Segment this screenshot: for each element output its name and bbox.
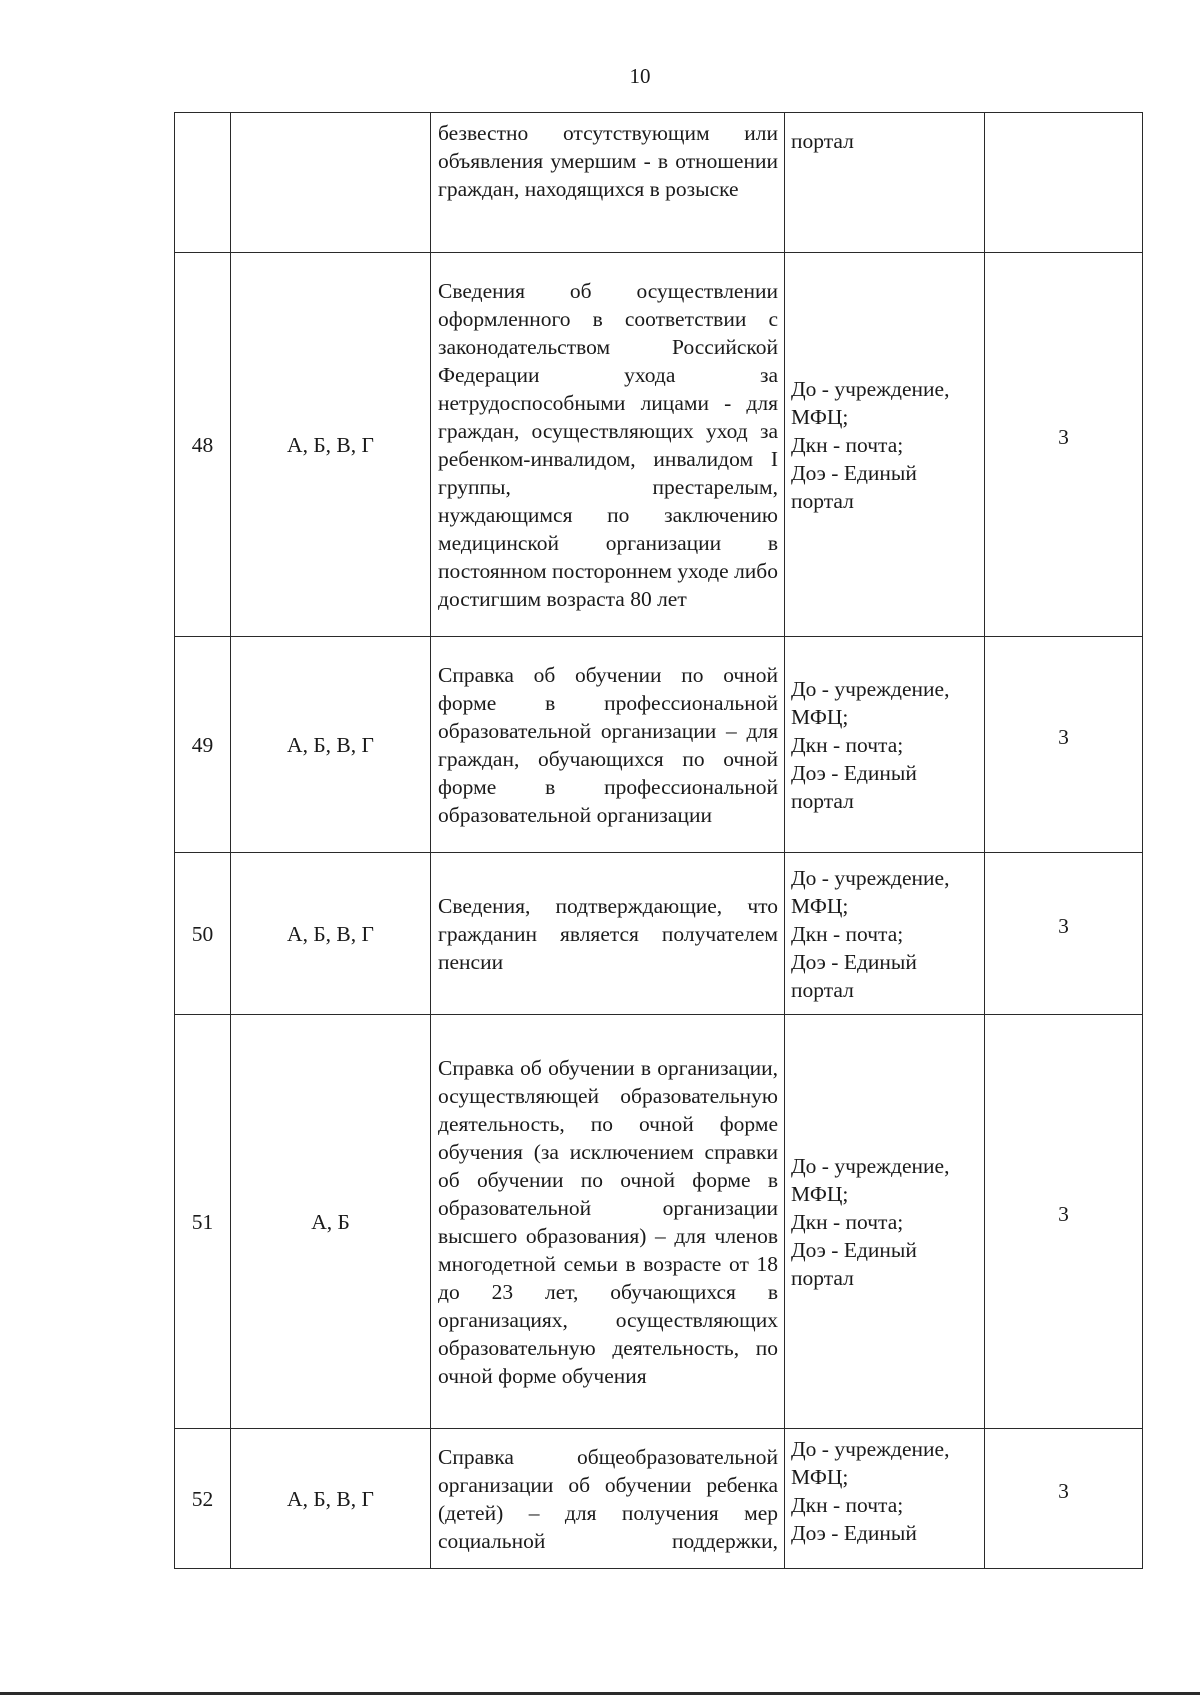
row-groups: А, Б, В, Г	[231, 853, 431, 1015]
way-line: портал	[791, 129, 854, 153]
row-term	[985, 113, 1143, 253]
way-line: Дкн - почта;	[791, 1493, 904, 1517]
row-groups: А, Б, В, Г	[231, 637, 431, 853]
row-term	[985, 1429, 1143, 1569]
way-line: портал	[791, 1265, 854, 1290]
row-number	[175, 113, 231, 253]
way-line: МФЦ;	[791, 404, 849, 429]
way-line: МФЦ;	[791, 1181, 849, 1206]
term-value: 3	[1058, 724, 1069, 749]
way-line: Доэ - Единый	[791, 949, 917, 974]
way-line: Доэ - Единый	[791, 460, 917, 485]
table-row	[175, 1015, 1143, 1429]
row-groups: А, Б, В, Г	[231, 1429, 431, 1569]
row-number: 49	[175, 637, 231, 853]
term-value: 3	[1058, 913, 1069, 938]
row-groups: А, Б	[231, 1015, 431, 1429]
row-document: Справка общеобразовательной организации об обучении ребенка (детей) – для получения мер социальной поддержки,	[431, 1429, 785, 1569]
row-number: 48	[175, 253, 231, 637]
row-document: Сведения, подтверждающие, что гражданин является получателем пенсии	[431, 853, 785, 1015]
scan-edge-rule	[0, 1692, 1200, 1695]
way-line: Дкн - почта;	[791, 432, 904, 457]
row-submission-way	[785, 1015, 985, 1429]
way-line: портал	[791, 788, 854, 813]
way-line: Дкн - почта;	[791, 921, 904, 946]
row-groups: А, Б, В, Г	[231, 253, 431, 637]
row-submission-way	[785, 637, 985, 853]
way-line: До - учреждение,	[791, 676, 950, 701]
row-number: 50	[175, 853, 231, 1015]
way-line: До - учреждение,	[791, 376, 950, 401]
term-value: 3	[1058, 1478, 1069, 1503]
row-number: 52	[175, 1429, 231, 1569]
way-line: До - учреждение,	[791, 865, 950, 890]
way-line: До - учреждение,	[791, 1153, 950, 1178]
table-row	[175, 1429, 1143, 1569]
way-line: МФЦ;	[791, 893, 849, 918]
way-line: До - учреждение,	[791, 1437, 950, 1461]
term-value: 3	[1058, 1201, 1069, 1226]
page-number: 10	[629, 64, 651, 88]
way-line: МФЦ;	[791, 1465, 849, 1489]
row-document: Справка об обучении по очной форме в профессиональной образовательной организации – для граждан, обучающихся по очной форме в профессиональной образовательной организации	[431, 637, 785, 853]
way-line: Доэ - Единый	[791, 1237, 917, 1262]
row-submission-way	[785, 253, 985, 637]
term-value: 3	[1058, 424, 1069, 449]
row-document: Сведения об осуществлении оформленного в соответствии с законодательством Российской Федерации ухода за нетрудоспособными лицами - для граждан, осуществляющих уход за ребенком-инвалидом, инвалидом I группы, престарелым, нуждающимся по заключению медицинской организации в постоянном постороннем уходе либо достигшим возраста 80 лет	[431, 253, 785, 637]
row-groups	[231, 113, 431, 253]
row-submission-way	[785, 113, 985, 253]
documents-table	[174, 112, 1143, 1569]
way-line: Доэ - Единый	[791, 760, 917, 785]
way-line: Дкн - почта;	[791, 732, 904, 757]
way-line: портал	[791, 977, 854, 1002]
row-document: безвестно отсутствующим или объявления умершим - в отношении граждан, находящихся в розыске	[431, 113, 785, 253]
row-submission-way	[785, 1429, 985, 1569]
row-term	[985, 253, 1143, 637]
table-row	[175, 853, 1143, 1015]
way-line: Доэ - Единый	[791, 1521, 917, 1545]
way-line: МФЦ;	[791, 704, 849, 729]
table-row	[175, 113, 1143, 253]
row-submission-way	[785, 853, 985, 1015]
row-number: 51	[175, 1015, 231, 1429]
row-term	[985, 637, 1143, 853]
row-term	[985, 1015, 1143, 1429]
row-term	[985, 853, 1143, 1015]
way-line: Дкн - почта;	[791, 1209, 904, 1234]
table-row	[175, 637, 1143, 853]
table-row	[175, 253, 1143, 637]
way-line: портал	[791, 488, 854, 513]
row-document: Справка об обучении в организации, осуществляющей образовательную деятельность, по очной форме обучения (за исключением справки об обучении по очной форме в образовательной организации высшего образования) – для членов многодетной семьи в возрасте от 18 до 23 лет, обучающихся в организациях, осуществляющих образовательную деятельность, по очной форме обучения	[431, 1015, 785, 1429]
